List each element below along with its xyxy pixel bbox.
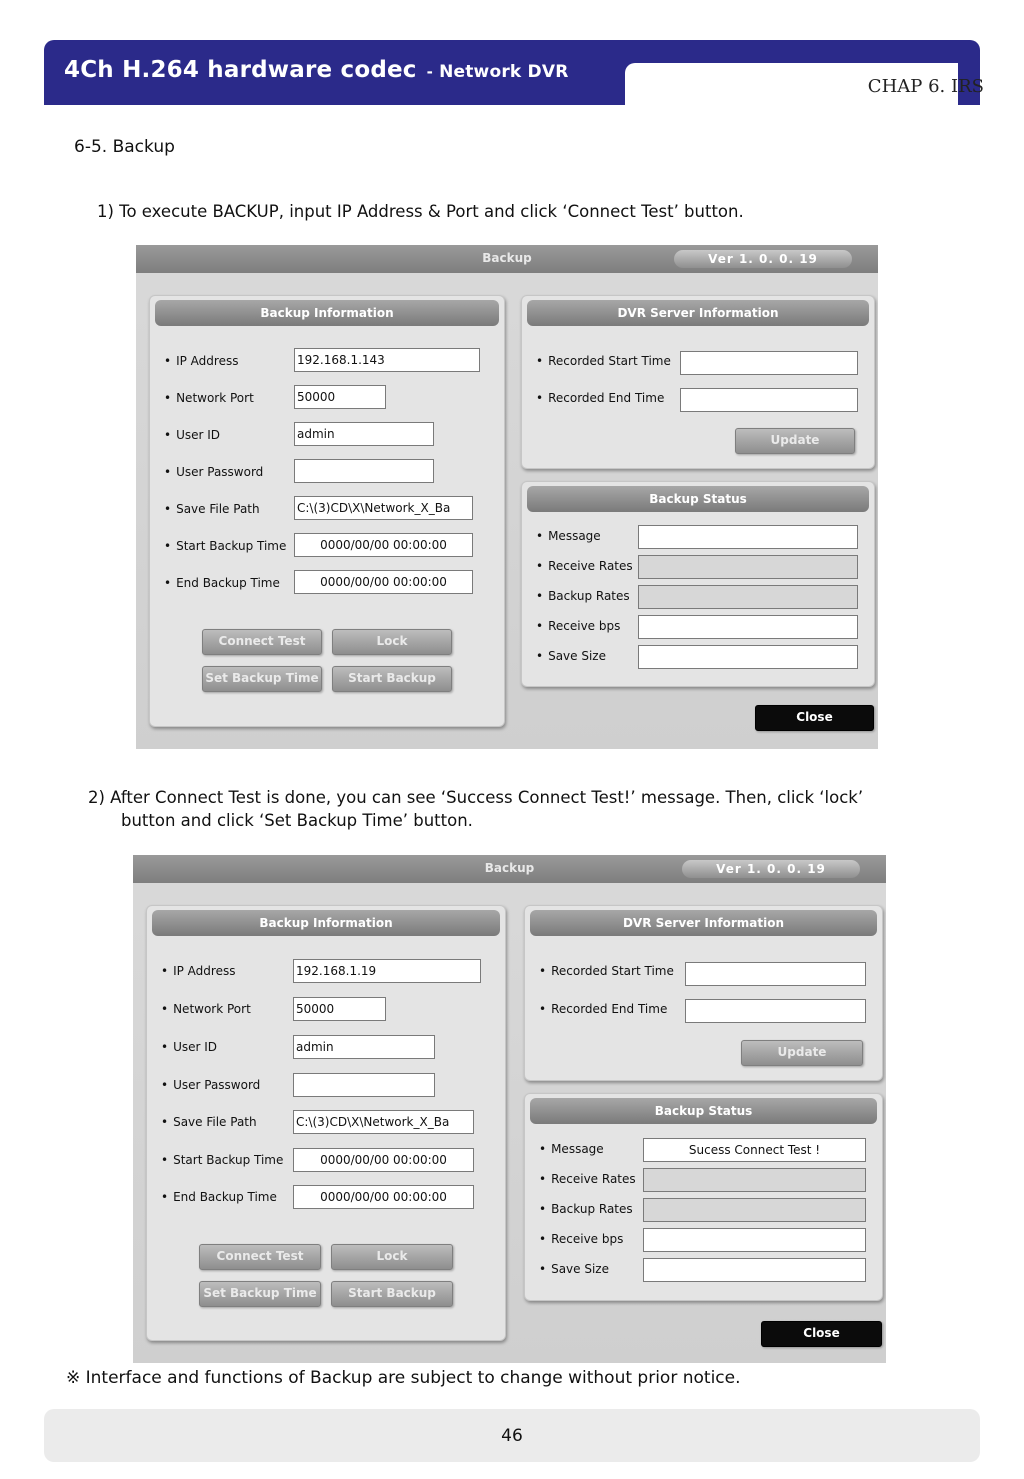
lock-button[interactable]: Lock	[331, 1244, 453, 1270]
recorded-end-time-field	[680, 388, 858, 412]
step-1-text: 1) To execute BACKUP, input IP Address & Port and click ‘Connect Test’ button.	[97, 202, 744, 221]
save-size-field	[643, 1258, 866, 1282]
backup-information-header: Backup Information	[155, 300, 499, 326]
recorded-start-time-field	[680, 351, 858, 375]
header-dash: -	[426, 63, 434, 81]
update-button[interactable]: Update	[741, 1040, 863, 1066]
header-title	[64, 57, 569, 83]
backup-screenshot-1	[136, 245, 878, 749]
step-2-text-line-2: button and click ‘Set Backup Time’ button.	[121, 811, 473, 830]
network-port-input[interactable]: 50000	[294, 385, 386, 409]
recorded-end-time-label: • Recorded End Time	[536, 391, 664, 405]
receive-bps-label: • Receive bps	[536, 619, 620, 633]
start-backup-button[interactable]: Start Backup	[332, 666, 452, 692]
close-button[interactable]: Close	[755, 705, 874, 731]
step-2-text-line-1: 2) After Connect Test is done, you can see ‘Success Connect Test!’ message. Then, click ‘lock’	[88, 788, 864, 807]
ip-address-label: • IP Address	[161, 964, 235, 978]
receive-rates-field	[643, 1168, 866, 1192]
user-id-input[interactable]: admin	[293, 1035, 435, 1059]
end-backup-time-label: • End Backup Time	[164, 576, 280, 590]
version-badge: Ver 1. 0. 0. 19	[682, 860, 860, 878]
ip-address-label: • IP Address	[164, 354, 238, 368]
receive-rates-label: • Receive Rates	[536, 559, 633, 573]
save-file-path-input[interactable]: C:\(3)CD\X\Network_X_Ba	[294, 496, 473, 520]
backup-status-header: Backup Status	[527, 486, 869, 512]
start-backup-time-label: • Start Backup Time	[164, 539, 286, 553]
close-button[interactable]: Close	[761, 1321, 882, 1347]
disclaimer-note: ※ Interface and functions of Backup are subject to change without prior notice.	[66, 1368, 741, 1388]
receive-rates-field	[638, 555, 858, 579]
dvr-server-information-panel	[524, 905, 883, 1081]
user-id-label: • User ID	[164, 428, 220, 442]
page-footer	[44, 1409, 980, 1462]
end-backup-time-input[interactable]: 0000/00/00 00:00:00	[293, 1185, 474, 1209]
dvr-server-information-header: DVR Server Information	[527, 300, 869, 326]
section-title: 6-5. Backup	[74, 137, 175, 157]
user-id-input[interactable]: admin	[294, 422, 434, 446]
update-button[interactable]: Update	[735, 428, 855, 454]
end-backup-time-label: • End Backup Time	[161, 1190, 277, 1204]
save-file-path-label: • Save File Path	[161, 1115, 257, 1129]
user-password-input[interactable]	[293, 1073, 435, 1097]
backup-rates-label: • Backup Rates	[539, 1202, 633, 1216]
network-port-label: • Network Port	[164, 391, 254, 405]
backup-information-header: Backup Information	[152, 910, 500, 936]
dvr-server-information-panel	[521, 295, 875, 469]
backup-screenshot-2	[133, 855, 886, 1363]
dvr-server-information-header: DVR Server Information	[530, 910, 877, 936]
network-port-input[interactable]: 50000	[293, 997, 386, 1021]
backup-information-panel	[146, 905, 506, 1341]
save-file-path-input[interactable]: C:\(3)CD\X\Network_X_Ba	[293, 1110, 474, 1134]
save-size-label: • Save Size	[536, 649, 606, 663]
lock-button[interactable]: Lock	[332, 629, 452, 655]
user-password-label: • User Password	[161, 1078, 260, 1092]
chapter-label: CHAP 6. IRS	[867, 76, 984, 97]
backup-status-header: Backup Status	[530, 1098, 877, 1124]
save-size-label: • Save Size	[539, 1262, 609, 1276]
window-title: Backup	[484, 861, 535, 875]
recorded-start-time-label: • Recorded Start Time	[539, 964, 674, 978]
ip-address-input[interactable]: 192.168.1.19	[293, 959, 481, 983]
user-id-label: • User ID	[161, 1040, 217, 1054]
message-field	[638, 525, 858, 549]
network-port-label: • Network Port	[161, 1002, 251, 1016]
version-badge: Ver 1. 0. 0. 19	[674, 250, 852, 268]
message-label: • Message	[536, 529, 601, 543]
ip-address-input[interactable]: 192.168.1.143	[294, 348, 480, 372]
window-title: Backup	[482, 251, 532, 265]
start-backup-time-label: • Start Backup Time	[161, 1153, 283, 1167]
receive-rates-label: • Receive Rates	[539, 1172, 636, 1186]
save-file-path-label: • Save File Path	[164, 502, 260, 516]
backup-rates-field	[643, 1198, 866, 1222]
start-backup-time-input[interactable]: 0000/00/00 00:00:00	[294, 533, 473, 557]
backup-rates-field	[638, 585, 858, 609]
user-password-label: • User Password	[164, 465, 263, 479]
set-backup-time-button[interactable]: Set Backup Time	[199, 1281, 321, 1307]
save-size-field	[638, 645, 858, 669]
message-field: Sucess Connect Test !	[643, 1138, 866, 1162]
user-password-input[interactable]	[294, 459, 434, 483]
end-backup-time-input[interactable]: 0000/00/00 00:00:00	[294, 570, 473, 594]
recorded-end-time-field	[685, 999, 866, 1023]
start-backup-time-input[interactable]: 0000/00/00 00:00:00	[293, 1148, 474, 1172]
start-backup-button[interactable]: Start Backup	[331, 1281, 453, 1307]
receive-bps-label: • Receive bps	[539, 1232, 623, 1246]
set-backup-time-button[interactable]: Set Backup Time	[202, 666, 322, 692]
backup-information-panel	[149, 295, 505, 727]
backup-rates-label: • Backup Rates	[536, 589, 630, 603]
recorded-start-time-field	[685, 962, 866, 986]
message-label: • Message	[539, 1142, 604, 1156]
product-name: 4Ch H.264 hardware codec	[64, 57, 417, 83]
connect-test-button[interactable]: Connect Test	[199, 1244, 321, 1270]
product-subtitle: Network DVR	[439, 62, 569, 82]
window-titlebar	[136, 245, 878, 273]
backup-status-panel	[524, 1093, 883, 1301]
receive-bps-field	[638, 615, 858, 639]
recorded-start-time-label: • Recorded Start Time	[536, 354, 671, 368]
connect-test-button[interactable]: Connect Test	[202, 629, 322, 655]
page-number: 46	[501, 1426, 523, 1446]
backup-status-panel	[521, 481, 875, 687]
recorded-end-time-label: • Recorded End Time	[539, 1002, 667, 1016]
window-titlebar	[133, 855, 886, 883]
receive-bps-field	[643, 1228, 866, 1252]
